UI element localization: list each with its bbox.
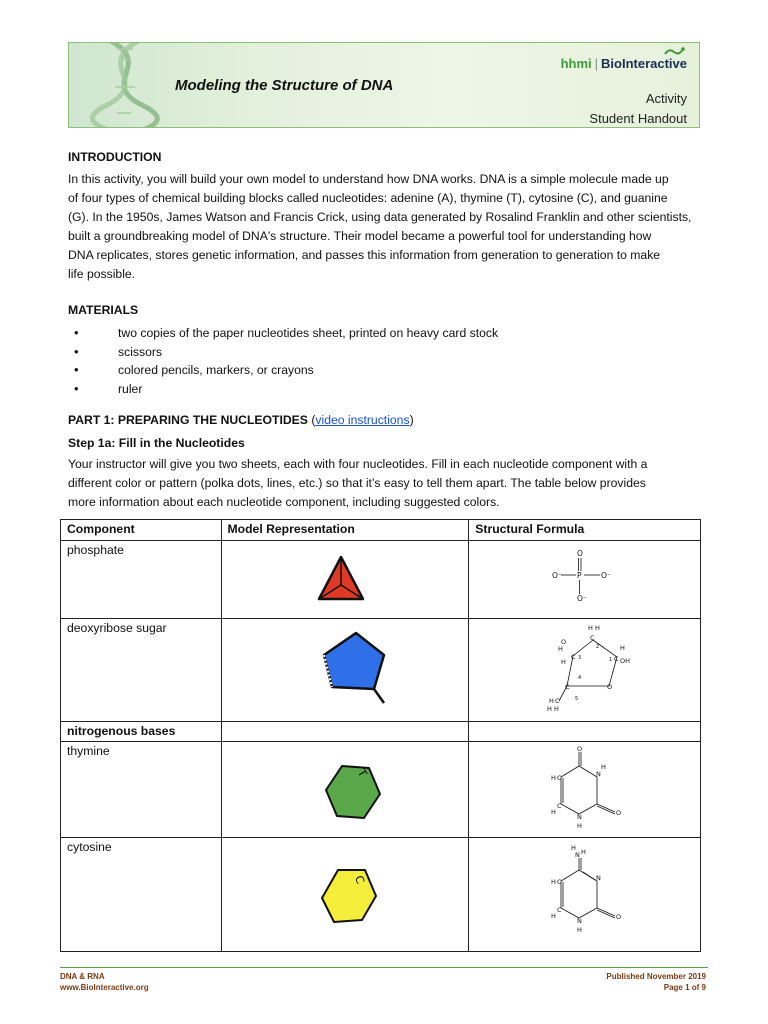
atom-label: O xyxy=(616,809,622,817)
atom-label: C xyxy=(571,653,576,661)
atom-label: H xyxy=(577,822,583,830)
sugar-pentagon-shape xyxy=(228,621,462,716)
atom-label: C xyxy=(557,774,562,782)
atom-label: H xyxy=(571,844,577,852)
footer-unit: DNA & RNA xyxy=(60,972,105,981)
footer-website: www.BioInteractive.org xyxy=(60,983,149,992)
list-item: • colored pencils, markers, or crayons xyxy=(74,361,498,380)
atom-label: 3 xyxy=(578,655,582,661)
video-instructions-link[interactable]: video instructions xyxy=(315,413,410,427)
atom-label: C xyxy=(555,697,560,705)
component-name: cytosine xyxy=(61,838,222,952)
part1-heading xyxy=(68,413,414,427)
intro-line: In this activity, you will build your own model to understand how DNA works. DNA is a simple molecule made up xyxy=(68,172,669,186)
intro-line: DNA replicates, stores genetic information, and passes this information from generation to generation to make xyxy=(68,248,661,262)
model-cell xyxy=(221,838,469,952)
list-item: • scissors xyxy=(74,343,498,362)
component-name: deoxyribose sugar xyxy=(61,619,222,722)
atom-label: N xyxy=(596,770,602,778)
atom-label: O xyxy=(577,549,584,558)
cytosine-formula xyxy=(475,840,693,946)
empty-cell xyxy=(469,722,701,742)
atom-label: 5 xyxy=(575,696,579,702)
atom-label: O xyxy=(561,638,567,646)
atom-label: H xyxy=(601,763,607,771)
atom-label: C xyxy=(557,802,562,810)
atom-label: H H xyxy=(588,624,601,632)
atom-label: H xyxy=(581,848,587,856)
table-row xyxy=(61,838,701,952)
atom-label: 1 xyxy=(609,657,613,663)
header-banner xyxy=(68,42,700,128)
atom-label: P xyxy=(577,571,582,580)
model-cell xyxy=(221,619,469,722)
atom-label: N xyxy=(577,813,583,821)
document-type xyxy=(589,89,687,128)
atom-label: H xyxy=(558,645,564,653)
atom-label: H xyxy=(551,878,557,886)
atom-label: N xyxy=(596,874,602,882)
thymine-formula xyxy=(475,744,693,832)
intro-paragraph xyxy=(68,170,708,284)
footer-divider xyxy=(60,967,708,968)
atom-label: H xyxy=(551,774,557,782)
dna-helix-graphic xyxy=(87,43,167,128)
model-cell xyxy=(221,541,469,619)
doc-type-handout: Student Handout xyxy=(589,111,687,126)
table-row xyxy=(61,742,701,838)
atom-label: N xyxy=(575,851,581,859)
footer-left xyxy=(60,971,149,993)
thymine-hexagon-shape xyxy=(228,744,462,832)
atom-label: H xyxy=(551,912,557,920)
logo-hhmi: hhmi xyxy=(560,56,592,71)
atom-label: C xyxy=(557,878,562,886)
section-label: nitrogenous bases xyxy=(61,722,222,742)
paren-close: ) xyxy=(409,413,414,427)
doc-type-activity: Activity xyxy=(645,91,687,106)
column-header: Component xyxy=(61,520,222,541)
formula-cell xyxy=(469,541,701,619)
atom-label: N xyxy=(577,917,583,925)
logo-brand: BioInteractive xyxy=(601,56,687,71)
footer-published: Published November 2019 xyxy=(606,972,706,981)
atom-label: O xyxy=(607,683,613,691)
atom-label: O xyxy=(616,913,622,921)
atom-label: H xyxy=(561,658,567,666)
page-number: Page 1 of 9 xyxy=(663,983,706,992)
intro-line: life possible. xyxy=(68,267,136,281)
formula-cell xyxy=(469,838,701,952)
atom-label: H xyxy=(549,697,555,705)
table-row xyxy=(61,722,701,742)
atom-label: C xyxy=(565,683,570,691)
atom-label: 2 xyxy=(596,644,600,650)
deoxyribose-formula xyxy=(475,621,693,716)
atom-label: OH xyxy=(620,657,631,665)
step-line: more information about each nucleotide component, including suggested colors. xyxy=(68,495,500,509)
step-line: different color or pattern (polka dots, lines, etc.) so that it’s easy to tell them apart. The table below provides xyxy=(68,476,646,490)
column-header: Structural Formula xyxy=(469,520,701,541)
atom-label: C xyxy=(614,655,619,663)
footer-right xyxy=(606,971,706,993)
atom-label: O⁻ xyxy=(552,571,563,580)
component-name: phosphate xyxy=(61,541,222,619)
part1-title: PART 1: PREPARING THE NUCLEOTIDES xyxy=(68,413,308,427)
paren-open: ( xyxy=(311,413,316,427)
step1a-heading: Step 1a: Fill in the Nucleotides xyxy=(68,436,245,450)
atom-label: C xyxy=(590,634,595,642)
phosphate-formula xyxy=(475,543,693,613)
table-row xyxy=(61,541,701,619)
materials-heading: MATERIALS xyxy=(68,303,139,317)
nucleotide-component-table xyxy=(60,519,701,952)
model-cell xyxy=(221,742,469,838)
step1a-paragraph xyxy=(68,455,708,512)
atom-label: H H xyxy=(547,705,560,713)
page-title: Modeling the Structure of DNA xyxy=(175,77,394,94)
hhmi-biointeractive-logo: hhmi | BioInteractive xyxy=(560,56,687,71)
atom-label: C xyxy=(557,906,562,914)
list-item: • two copies of the paper nucleotides sheet, printed on heavy card stock xyxy=(74,324,498,343)
cytosine-letter: C xyxy=(351,873,367,886)
column-header: Model Representation xyxy=(221,520,469,541)
list-item: • ruler xyxy=(74,380,498,399)
intro-line: (G). In the 1950s, James Watson and Francis Crick, using data generated by Rosalind Franklin and other scientists, xyxy=(68,210,692,224)
phosphate-triangle-shape xyxy=(228,543,462,613)
atom-label: O⁻ xyxy=(577,594,588,603)
intro-heading: INTRODUCTION xyxy=(68,150,162,164)
materials-list xyxy=(74,324,498,398)
intro-line: of four types of chemical building blocks called nucleotides: adenine (A), thymine (T), cytosine (C), and guanine xyxy=(68,191,668,205)
empty-cell xyxy=(221,722,469,742)
atom-label: H xyxy=(577,926,583,934)
atom-label: H xyxy=(620,644,626,652)
atom-label: O xyxy=(577,745,583,753)
cytosine-hexagon-shape xyxy=(228,840,462,946)
intro-line: built a groundbreaking model of DNA's structure. Their model became a powerful tool for understanding how xyxy=(68,229,652,243)
formula-cell xyxy=(469,742,701,838)
step-line: Your instructor will give you two sheets, each with four nucleotides. Fill in each nucleotide component with a xyxy=(68,457,648,471)
component-name: thymine xyxy=(61,742,222,838)
atom-label: 4 xyxy=(578,675,582,681)
table-row xyxy=(61,619,701,722)
atom-label: H xyxy=(551,808,557,816)
formula-cell xyxy=(469,619,701,722)
atom-label: O⁻ xyxy=(601,571,612,580)
table-header-row xyxy=(61,520,701,541)
thymine-letter: T xyxy=(354,767,369,780)
